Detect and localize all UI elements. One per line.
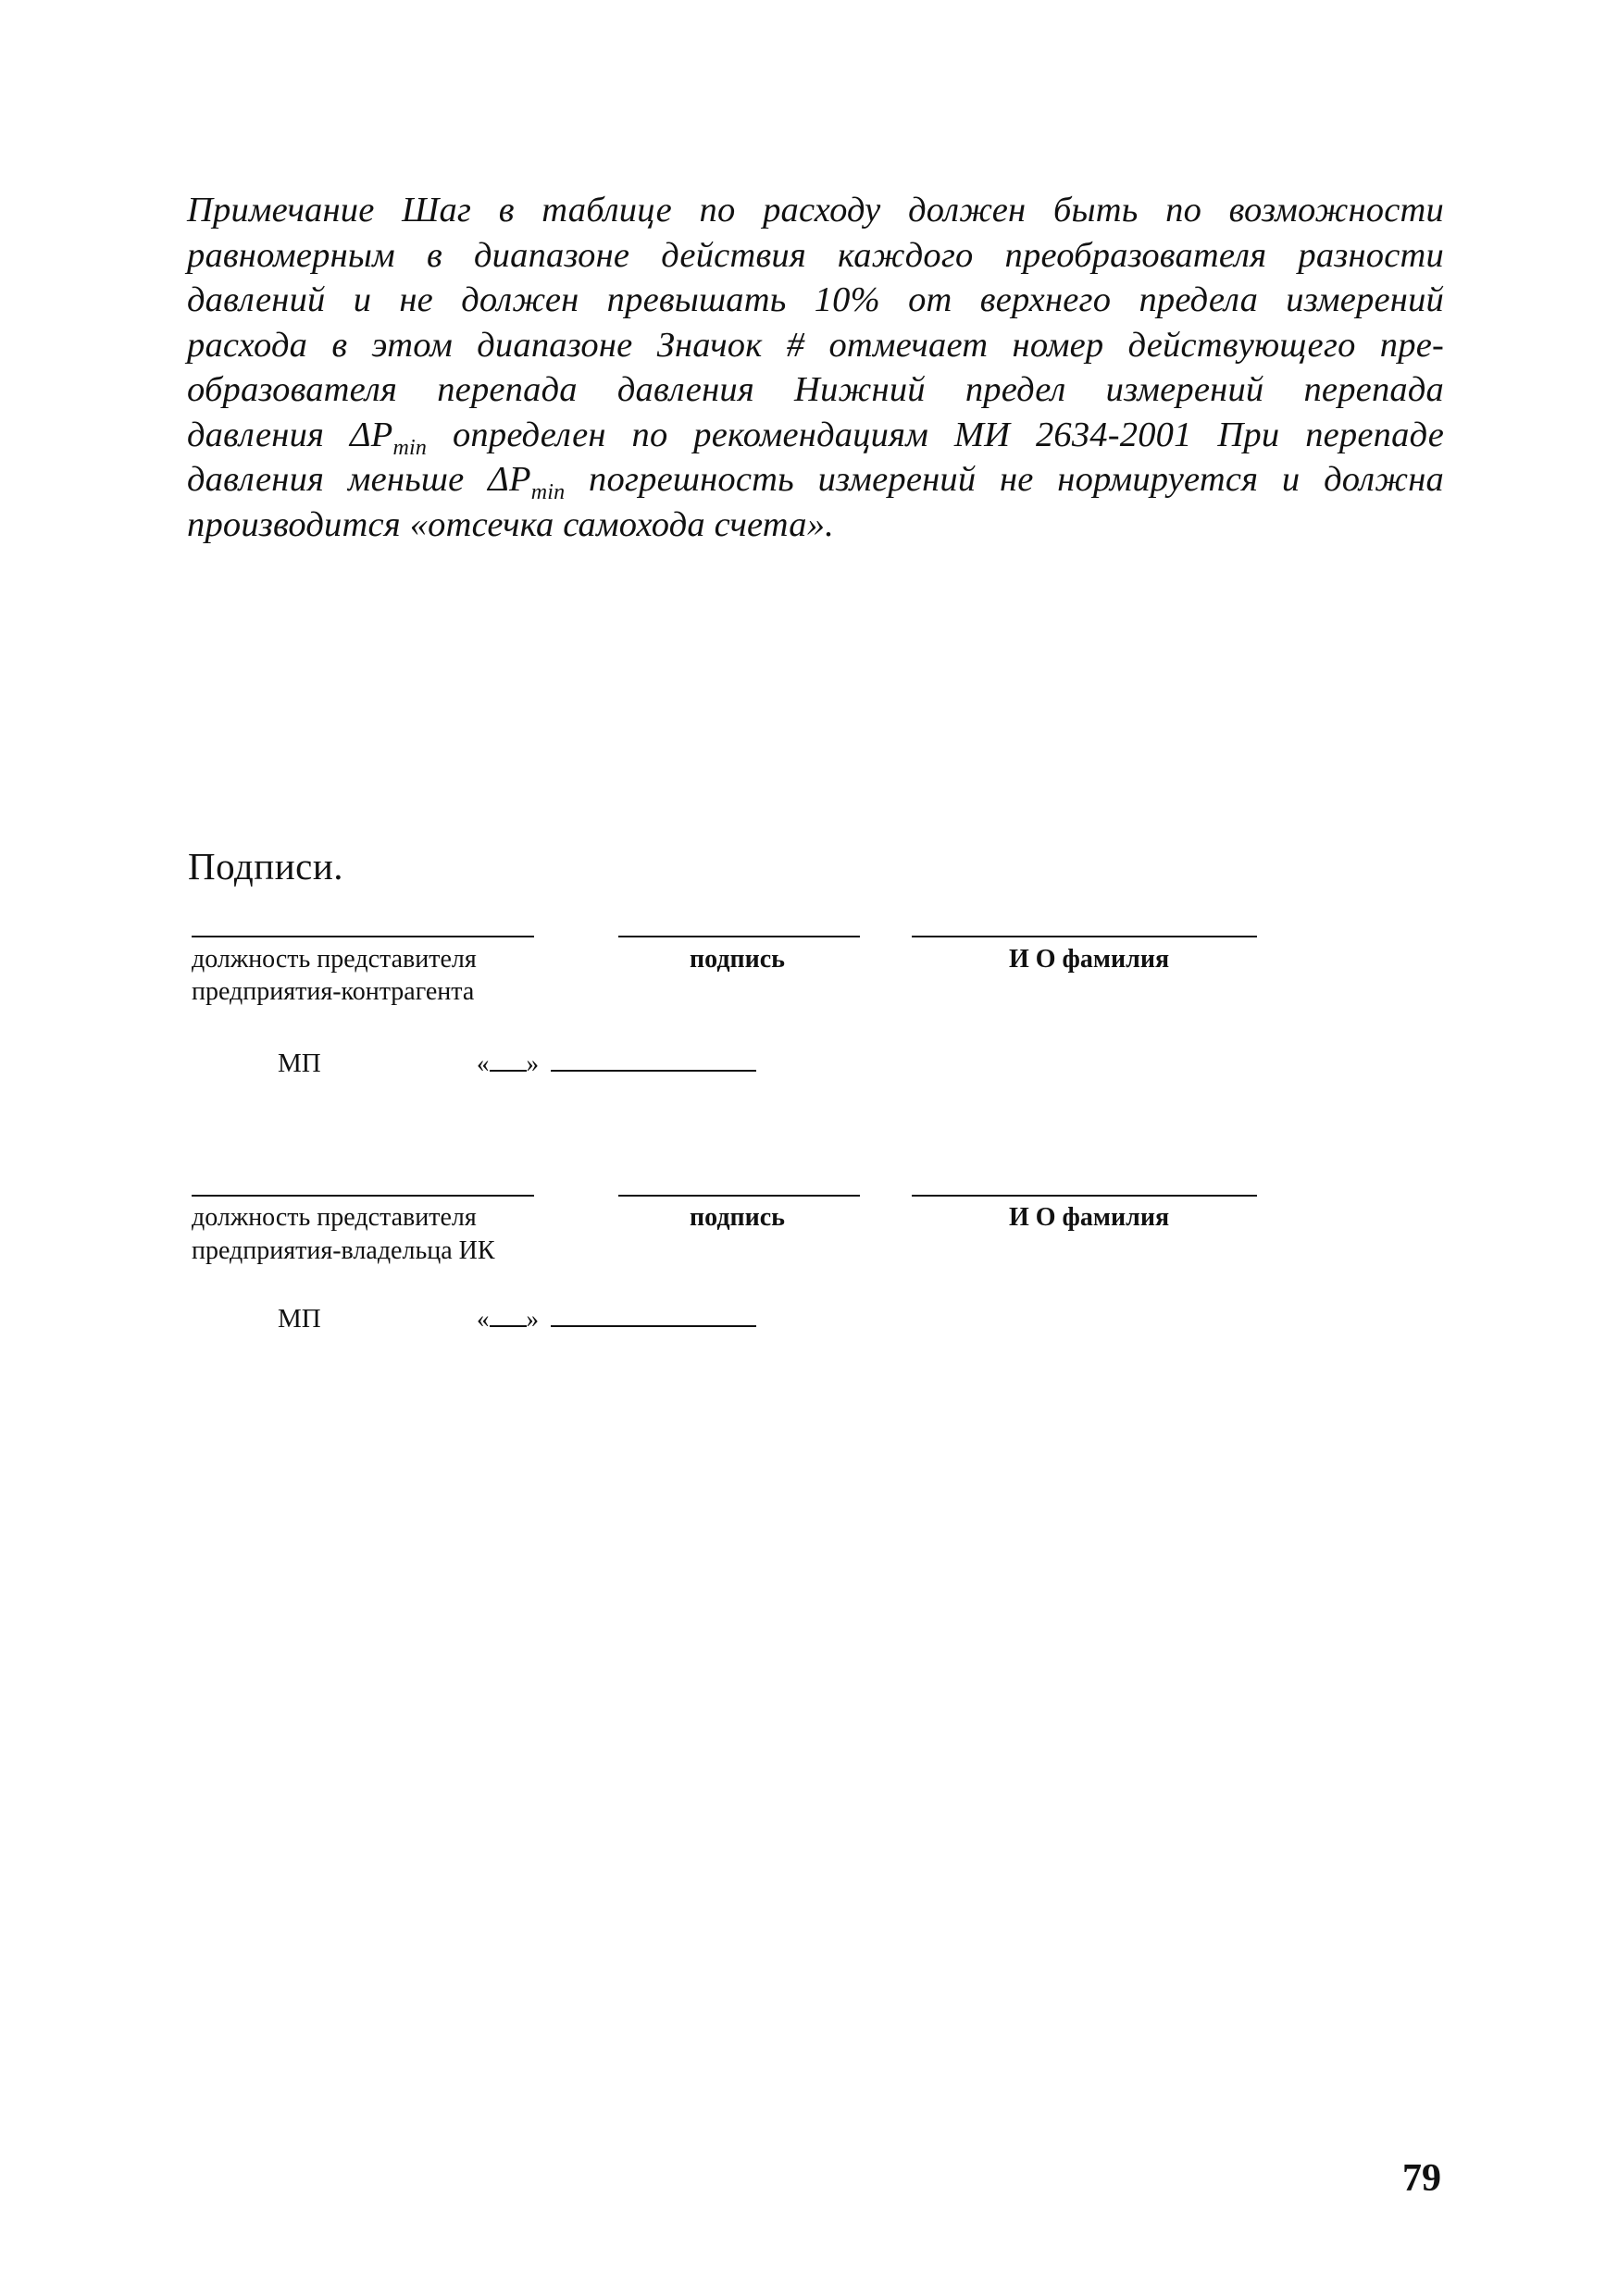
subscript: min	[530, 480, 566, 504]
note-paragraph	[187, 188, 1444, 547]
note-line	[187, 413, 1444, 458]
quote-close: »	[526, 1049, 539, 1077]
note-text: давления меньше ΔP	[187, 460, 531, 499]
note-line: равномерным в диапазоне действия каждого преобразователя разности	[187, 235, 1444, 275]
note-line: образователя перепада давления Нижний предел измерений перепада	[187, 370, 1444, 409]
quote-open: «	[477, 1049, 490, 1077]
signatures-heading: Подписи.	[188, 845, 344, 887]
day-blank[interactable]	[490, 1070, 527, 1072]
note-line: расхода в этом диапазоне Значок # отмечает номер действующего пре-	[187, 325, 1444, 365]
position-caption-line1: должность представителя	[192, 1203, 477, 1232]
name-caption: И О фамилия	[1009, 1203, 1170, 1232]
position-caption-line1: должность представителя	[192, 945, 477, 974]
note-line	[187, 457, 1444, 503]
name-caption: И О фамилия	[1009, 945, 1170, 974]
note-text: определен по рекомендациям МИ 2634-2001 При перепаде	[427, 415, 1445, 454]
note-line: производится «отсечка самохода счета».	[187, 504, 835, 544]
quote-open: «	[477, 1305, 490, 1333]
note-text: погрешность измерений не нормируется и должна	[565, 460, 1444, 499]
position-line[interactable]	[192, 1195, 534, 1197]
page-number: 79	[1402, 2157, 1441, 2200]
date-field	[477, 1305, 756, 1334]
name-line[interactable]	[912, 936, 1257, 937]
stamp-label: МП	[278, 1304, 321, 1334]
month-year-blank[interactable]	[551, 1070, 756, 1072]
note-text: давления ΔP	[187, 415, 393, 454]
stamp-label: МП	[278, 1049, 321, 1078]
note-line: Примечание Шаг в таблице по расходу должен быть по возможности	[187, 191, 1444, 230]
day-blank[interactable]	[490, 1325, 527, 1327]
subscript: min	[392, 435, 428, 460]
position-caption-line2: предприятия-контрагента	[192, 977, 475, 1006]
name-line[interactable]	[912, 1195, 1257, 1197]
signature-caption: подпись	[690, 945, 785, 974]
signature-line[interactable]	[618, 1195, 860, 1197]
signature-caption: подпись	[690, 1203, 785, 1232]
quote-close: »	[526, 1305, 539, 1333]
month-year-blank[interactable]	[551, 1325, 756, 1327]
position-line[interactable]	[192, 936, 534, 937]
signature-line[interactable]	[618, 936, 860, 937]
position-caption-line2: предприятия-владельца ИК	[192, 1236, 495, 1265]
note-line: давлений и не должен превышать 10% от верхнего предела измерений	[187, 280, 1444, 319]
date-field	[477, 1049, 756, 1078]
